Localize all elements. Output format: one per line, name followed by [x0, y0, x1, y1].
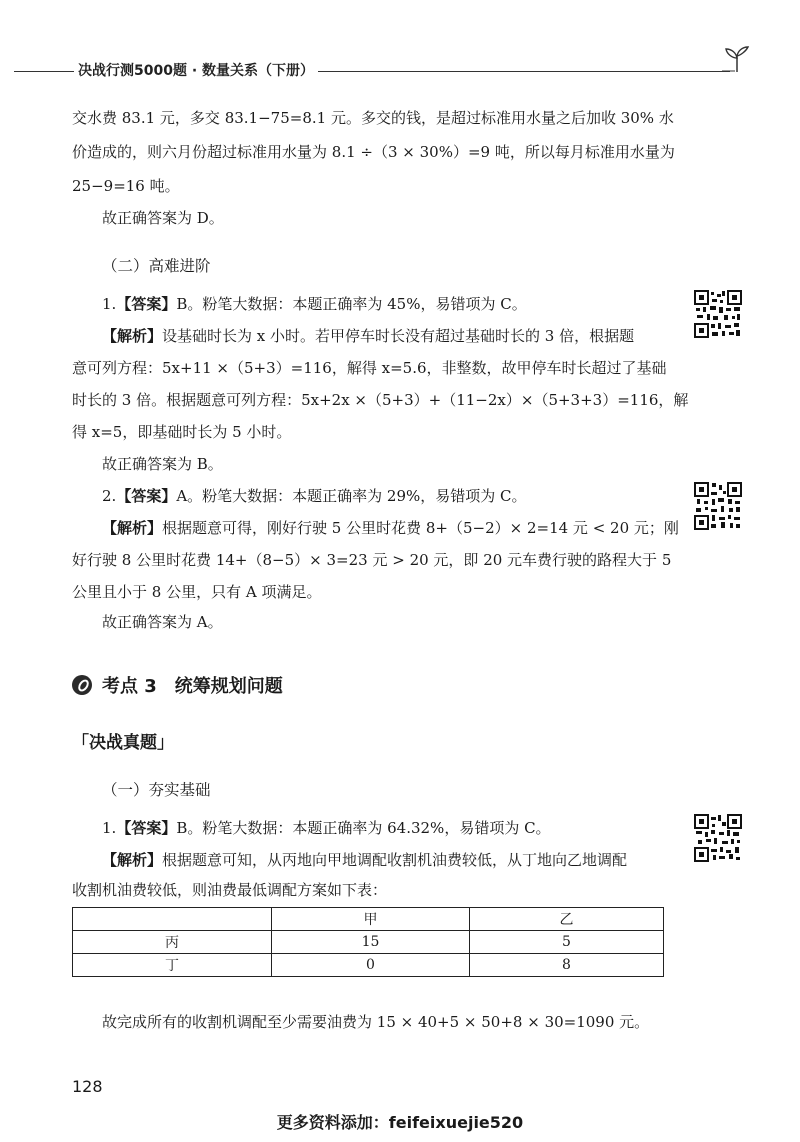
topic-bullet-icon: [72, 675, 92, 695]
answer-tag: 【答案】: [116, 295, 177, 313]
section-heading: （一）夯实基础: [102, 781, 211, 799]
answer-line: [102, 818, 702, 838]
running-header-title: 决战行测5000题 · 数量关系（下册）: [74, 60, 318, 80]
conclusion-line: 故正确答案为 B。: [102, 455, 223, 473]
table-cell: 15: [272, 931, 470, 954]
sprout-icon: [722, 44, 752, 74]
analysis-line: [102, 850, 702, 870]
answer-text: B。粉笔大数据：本题正确率为 64.32%，易错项为 C。: [176, 819, 551, 837]
footer-note: 更多资料添加：feifeixuejie520: [276, 1113, 524, 1132]
paragraph-line: 25−9=16 吨。: [72, 177, 180, 195]
page-number: 128: [72, 1077, 103, 1096]
section-heading: （二）高难进阶: [102, 257, 211, 275]
answer-line: [102, 486, 702, 506]
answer-tag: 【答案】: [116, 819, 177, 837]
allocation-table: [72, 907, 664, 977]
analysis-line: 时长的 3 倍。根据题意可列方程：5x+2x ×（5+3）+（11−2x）×（5+3+3）=116，解: [72, 391, 689, 409]
paragraph-line: 价造成的，则六月份超过标准用水量为 8.1 ÷（3 × 30%）=9 吨，所以每月标准用水量为: [72, 143, 675, 161]
analysis-line: [102, 326, 702, 346]
answer-text: B。粉笔大数据：本题正确率为 45%，易错项为 C。: [176, 295, 527, 313]
analysis-line: 公里且小于 8 公里，只有 A 项满足。: [72, 583, 322, 601]
question-number: 2.: [102, 487, 117, 505]
table-cell: 5: [470, 931, 664, 954]
conclusion-line: 故正确答案为 D。: [102, 209, 224, 227]
analysis-tag: 【解析】: [102, 327, 163, 345]
table-cell: 0: [272, 954, 470, 977]
header-rule-right: [300, 71, 730, 72]
paragraph-line: 交水费 83.1 元，多交 83.1−75=8.1 元。多交的钱，是超过标准用水量之后加收 30% 水: [72, 109, 674, 127]
analysis-line: 好行驶 8 公里时花费 14+（8−5）× 3=23 元 > 20 元，即 20 元车费行驶的路程大于 5: [72, 551, 672, 569]
table-header-row: [73, 908, 664, 931]
topic-title: 考点 3 统筹规划问题: [102, 676, 283, 697]
analysis-tag: 【解析】: [102, 851, 163, 869]
analysis-text: 设基础时长为 x 小时。若甲停车时长没有超过基础时长的 3 倍，根据题: [162, 327, 635, 345]
answer-line: [102, 294, 702, 314]
table-header-cell: 乙: [470, 908, 664, 931]
table-header-cell: 甲: [272, 908, 470, 931]
table-row: [73, 931, 664, 954]
analysis-line: 收割机油费较低，则油费最低调配方案如下表：: [72, 881, 388, 899]
question-number: 1.: [102, 819, 117, 837]
analysis-line: 意可列方程：5x+11 ×（5+3）=116，解得 x=5.6，非整数，故甲停车时长超过了基础: [72, 359, 667, 377]
answer-tag: 【答案】: [116, 487, 177, 505]
analysis-line: [102, 518, 702, 538]
table-cell: 8: [470, 954, 664, 977]
answer-text: A。粉笔大数据：本题正确率为 29%，易错项为 C。: [176, 487, 527, 505]
conclusion-line: 故正确答案为 A。: [102, 613, 223, 631]
table-cell: 丁: [73, 954, 272, 977]
table-row: [73, 954, 664, 977]
table-header-cell: [73, 908, 272, 931]
analysis-tag: 【解析】: [102, 519, 163, 537]
section-banner: 「决战真题」: [72, 733, 174, 753]
conclusion-line: 故完成所有的收割机调配至少需要油费为 15 × 40+5 × 50+8 × 30=1090 元。: [102, 1013, 650, 1031]
analysis-text: 根据题意可得，刚好行驶 5 公里时花费 8+（5−2）× 2=14 元 < 20 元；刚: [162, 519, 679, 537]
header-rule-left: [14, 71, 74, 72]
analysis-text: 根据题意可知，从丙地向甲地调配收割机油费较低，从丁地向乙地调配: [162, 851, 628, 869]
question-number: 1.: [102, 295, 117, 313]
topic-heading: [72, 672, 283, 698]
table-cell: 丙: [73, 931, 272, 954]
analysis-line: 得 x=5，即基础时长为 5 小时。: [72, 423, 292, 441]
